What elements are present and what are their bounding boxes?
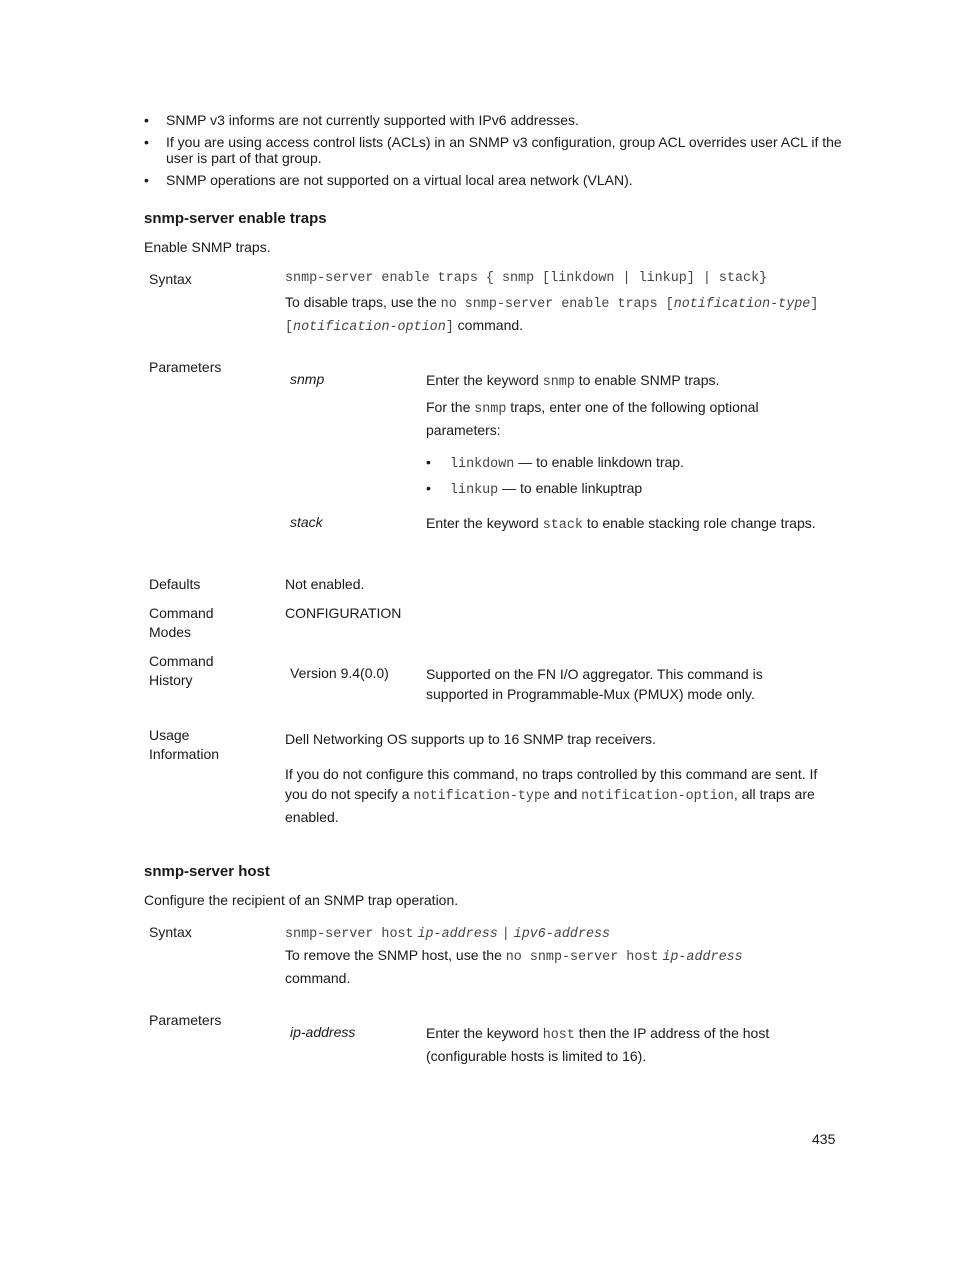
syntax-label: Syntax [149, 271, 192, 287]
history-version: Version 9.4(0.0) [290, 665, 389, 681]
history-description: Supported on the FN I/O aggregator. This command is supported in Programmable-Mux (PMUX) mode only. [426, 666, 763, 702]
syntax-label: Syntax [149, 924, 192, 940]
usage-paragraph-1: Dell Networking OS supports up to 16 SNMP trap receivers. [285, 731, 656, 747]
option-linkdown: • linkdown — to enable linkdown trap. [426, 452, 826, 475]
param-name-stack: stack [290, 514, 323, 530]
parameters-label: Parameters [149, 359, 222, 375]
command-modes-label: Command Modes [149, 605, 214, 640]
remove-instructions: To remove the SNMP host, use the no snmp-server host ip-address command. [285, 947, 743, 986]
option-linkup: • linkup — to enable linkuptrap [426, 478, 826, 501]
syntax-command: snmp-server host ip-address | ipv6-address [285, 927, 611, 942]
intro-bullet-list [144, 112, 844, 194]
intro-bullet: • SNMP operations are not supported on a virtual local area network (VLAN). [144, 172, 844, 188]
section-title-host: snmp-server host [144, 863, 270, 880]
intro-bullet: • SNMP v3 informs are not currently supported with IPv6 addresses. [144, 112, 844, 128]
usage-paragraph-2: If you do not configure this command, no traps controlled by this command are sent. If you do not specify a notification-type and notification-option, all traps are enabled. [285, 766, 818, 825]
param-desc-stack: Enter the keyword stack to enable stacking role change traps. [426, 515, 816, 533]
disable-instructions: To disable traps, use the no snmp-server enable traps [notification-type] [notification-option] command. [285, 294, 819, 335]
command-history-label: Command History [149, 653, 214, 688]
param-name-snmp: snmp [290, 371, 325, 387]
param-desc-snmp: Enter the keyword snmp to enable SNMP traps. For the snmp traps, enter one of the following optional parameters: • linkdown — to enable linkdown trap. • linkup — to enable linkuptrap [426, 370, 826, 501]
param-desc-ip-address: Enter the keyword host then the IP address of the host (configurable hosts is limited to 16). [426, 1025, 770, 1064]
parameters-label: Parameters [149, 1012, 222, 1028]
page-number: 435 [812, 1131, 836, 1147]
intro-bullet: • If you are using access control lists (ACLs) in an SNMP v3 configuration, group ACL overrides user ACL if the user is part of that group. [144, 134, 844, 166]
defaults-value: Not enabled. [285, 576, 365, 592]
usage-information-label: Usage Information [149, 727, 220, 762]
syntax-command: snmp-server enable traps { snmp [linkdown | linkup] | stack} [285, 271, 768, 286]
defaults-label: Defaults [149, 576, 201, 592]
section-description: Configure the recipient of an SNMP trap operation. [144, 892, 459, 908]
command-modes-value: CONFIGURATION [285, 605, 402, 621]
section-description: Enable SNMP traps. [144, 239, 271, 255]
param-name-ip-address: ip-address [290, 1024, 356, 1040]
section-title-enable-traps: snmp-server enable traps [144, 210, 327, 227]
